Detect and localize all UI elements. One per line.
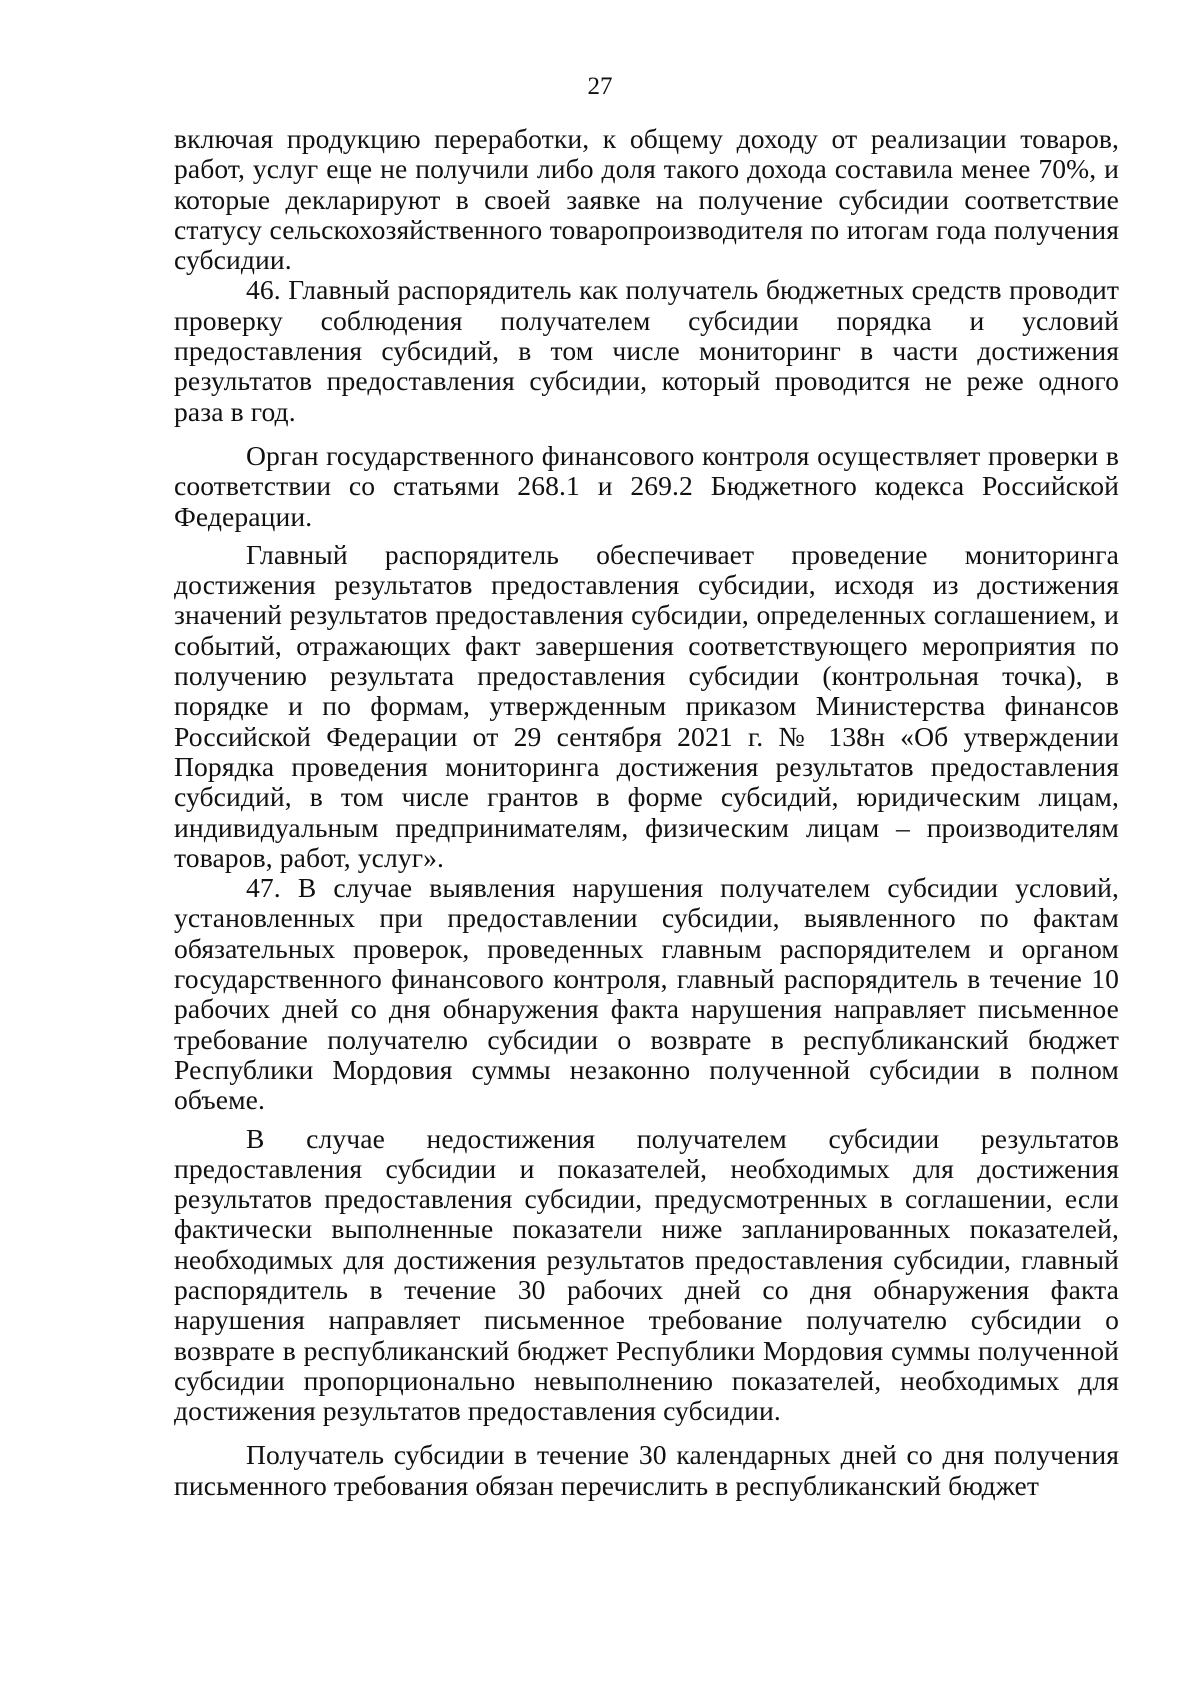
page-number: 27 [587, 73, 613, 100]
paragraph-item-46: 46. Главный распорядитель как получатель бюджетных средств проводит проверку соблюдения получателем субсидии порядка и условий предоставления субсидий, в том числе мониторинг в части достижения результатов предоставления субсидии, который проводится не реже одного раза в год. [174, 274, 1119, 427]
paragraph-continuation: включая продукцию переработки, к общему доходу от реализации товаров, работ, услуг еще не получили либо доля такого дохода составила менее 70%, и которые декларируют в своей заявке на получение субсидии соответствие статусу сельскохозяйственного товаропроизводителя по итогам года получения субсидии. [174, 123, 1119, 276]
page-body [174, 124, 1119, 1501]
paragraph-non-achievement: В случае недостижения получателем субсидии результатов предоставления субсидии и показателей, необходимых для достижения результатов предоставления субсидии, предусмотренных в соглашении, если фактически выполненные показатели ниже запланированных показателей, необходимых для достижения результатов предоставления субсидии, главный распорядитель в течение 30 рабочих дней со дня обнаружения факта нарушения направляет письменное требование получателю субсидии о возврате в республиканский бюджет Республики Мордовия суммы полученной субсидии пропорционально невыполнению показателей, необходимых для достижения результатов предоставления субсидии. [174, 1122, 1119, 1427]
paragraph-item-47: 47. В случае выявления нарушения получателем субсидии условий, установленных при предоставлении субсидии, выявленного по фактам обязательных проверок, проведенных главным распорядителем и органом государственного финансового контроля, главный распорядитель в течение 10 рабочих дней со дня обнаружения факта нарушения направляет письменное требование получателю субсидии о возврате в республиканский бюджет Республики Мордовия суммы незаконно полученной субсидии в полном объеме. [174, 872, 1119, 1116]
paragraph-refund-obligation: Получатель субсидии в течение 30 календарных дней со дня получения письменного требования обязан перечислить в республиканский бюджет [174, 1439, 1119, 1501]
paragraph-financial-control: Орган государственного финансового контроля осуществляет проверки в соответствии со статьями 268.1 и 269.2 Бюджетного кодекса Российской Федерации. [174, 439, 1119, 532]
paragraph-monitoring: Главный распорядитель обеспечивает проведение мониторинга достижения результатов предоставления субсидии, исходя из достижения значений результатов предоставления субсидии, определенных соглашением, и событий, отражающих факт завершения соответствующего мероприятия по получению результата предоставления субсидии (контрольная точка), в порядке и по формам, утвержденным приказом Министерства финансов Российской Федерации от 29 сентября 2021 г. № 138н «Об утверждении Порядка проведения мониторинга достижения результатов предоставления субсидий, в том числе грантов в форме субсидий, юридическим лицам, индивидуальным предпринимателям, физическим лицам – производителям товаров, работ, услуг». [174, 538, 1119, 873]
